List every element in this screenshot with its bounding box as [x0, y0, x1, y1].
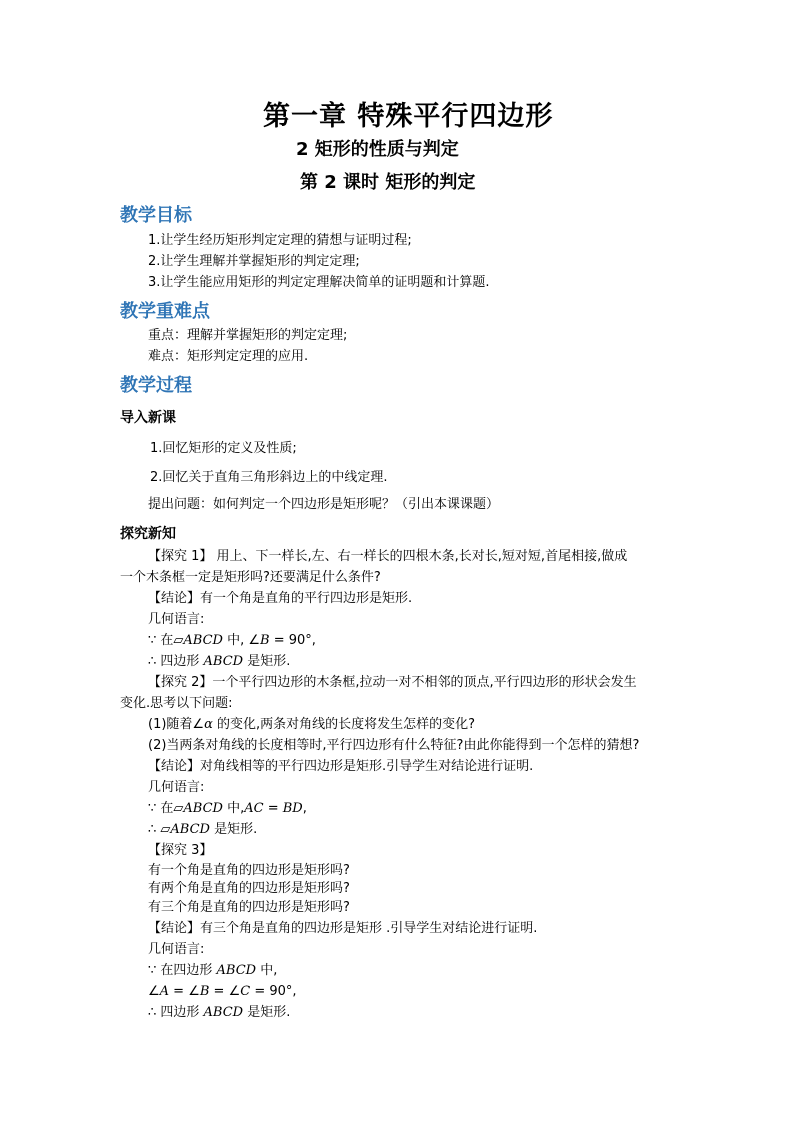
period-title: 第 2 课时 矩形的判定: [300, 172, 476, 193]
explore3-question: 有两个角是直角的四边形是矩形吗?: [148, 881, 350, 896]
explore1-conclusion: 【结论】有一个角是直角的平行四边形是矩形.: [148, 591, 413, 606]
geometry-statement: ∴ 四边形 ABCD 是矩形.: [148, 654, 291, 669]
intro-item: 1.回忆矩形的定义及性质;: [150, 441, 297, 456]
subheading-explore: 探究新知: [120, 526, 176, 542]
geometry-statement: ∵ 在四边形 ABCD 中,: [148, 963, 278, 978]
goal-item: 3.让学生能应用矩形的判定定理解决简单的证明题和计算题.: [148, 275, 490, 290]
geometry-statement: ∠A = ∠B = ∠C = 90°,: [148, 984, 297, 999]
geometry-statement: ∵ 在▱ABCD 中, ∠B = 90°,: [148, 633, 316, 648]
explore3-question: 有一个角是直角的四边形是矩形吗?: [148, 863, 350, 878]
explore2-conclusion: 【结论】对角线相等的平行四边形是矩形.引导学生对结论进行证明.: [148, 759, 534, 774]
geometry-language-label: 几何语言:: [148, 942, 205, 957]
chapter-title: 第一章 特殊平行四边形: [263, 101, 554, 132]
geometry-statement: ∵ 在▱ABCD 中,AC = BD,: [148, 801, 307, 816]
geometry-statement: ∴ 四边形 ABCD 是矩形.: [148, 1005, 291, 1020]
goal-item: 2.让学生理解并掌握矩形的判定定理;: [148, 254, 360, 269]
section-heading-keypoints: 教学重难点: [120, 301, 210, 322]
geometry-statement: ∴ ▱ABCD 是矩形.: [148, 822, 258, 837]
intro-question: 提出问题：如何判定一个四边形是矩形呢？（引出本课课题）: [148, 497, 500, 512]
geometry-language-label: 几何语言:: [148, 780, 205, 795]
explore3-question: 有三个角是直角的四边形是矩形吗?: [148, 900, 350, 915]
goal-item: 1.让学生经历矩形判定定理的猜想与证明过程;: [148, 233, 412, 248]
explore2-text: 变化.思考以下问题:: [120, 696, 233, 711]
explore1-text: 【探究 1】 用上、下一样长,左、右一样长的四根木条,长对长,短对短,首尾相接,做成: [148, 549, 628, 564]
explore2-text: 【探究 2】一个平行四边形的木条框,拉动一对不相邻的顶点,平行四边形的形状会发生: [148, 675, 637, 690]
keypoint-item: 重点：理解并掌握矩形的判定定理;: [148, 328, 348, 343]
explore1-text: 一个木条框一定是矩形吗?还要满足什么条件?: [120, 570, 381, 585]
explore2-question: (2)当两条对角线的长度相等时,平行四边形有什么特征?由此你能得到一个怎样的猜想?: [148, 738, 640, 753]
section-heading-process: 教学过程: [120, 375, 192, 396]
explore2-question: (1)随着∠α 的变化,两条对角线的长度将发生怎样的变化?: [148, 717, 476, 732]
lesson-title: 2 矩形的性质与判定: [296, 139, 459, 160]
subheading-intro: 导入新课: [120, 410, 176, 426]
geometry-language-label: 几何语言:: [148, 612, 205, 627]
keypoint-item: 难点：矩形判定定理的应用.: [148, 349, 309, 364]
section-heading-goals: 教学目标: [120, 205, 192, 226]
intro-item: 2.回忆关于直角三角形斜边上的中线定理.: [150, 470, 388, 485]
explore3-conclusion: 【结论】有三个角是直角的四边形是矩形 .引导学生对结论进行证明.: [148, 921, 538, 936]
explore3-heading: 【探究 3】: [148, 843, 213, 858]
